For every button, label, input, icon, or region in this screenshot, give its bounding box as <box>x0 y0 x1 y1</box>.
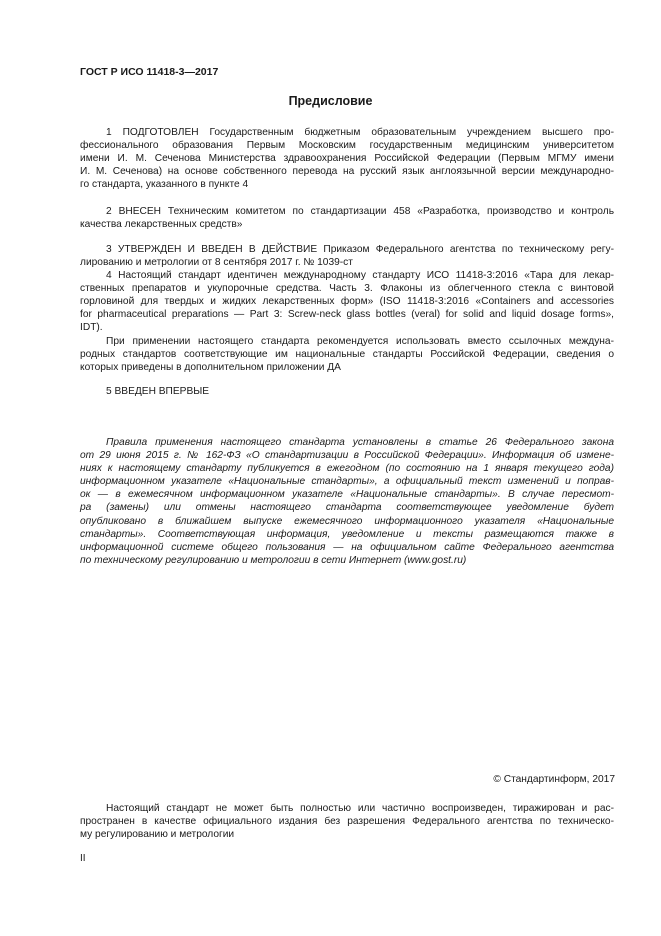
text-line: опубликовано в ближайшем выпуске ежемесячного информационного указателя «Национальные <box>80 515 614 527</box>
foreword-item-5 <box>80 385 614 398</box>
text-line: пространен в качестве официального издания без разрешения Федерального агентства по техническо- <box>80 816 614 828</box>
rules-notice <box>80 436 614 567</box>
text-line: стандарты». Соответствующая информация, уведомление и тексты размещаются также в <box>80 528 614 540</box>
text-line: имени И. М. Сеченова Министерства здравоохранения Российской Федерации (Первым МГМУ имени <box>80 153 614 165</box>
page-title: Предисловие <box>288 94 373 108</box>
text-line: информационном указателе «Национальные стандарты», а официальный текст изменений и поправ- <box>80 476 614 488</box>
text-line: качества лекарственных средств» <box>80 219 243 231</box>
text-line: 4 Настоящий стандарт идентичен международному стандарту ИСО 11418-3:2016 «Тара для лекар- <box>106 270 614 281</box>
text-line: му регулированию и метрологии <box>80 829 235 841</box>
text-line: горловиной для твердых и жидких лекарственных форм» (ISO 11418-3:2016 «Containers and accessories <box>80 296 614 308</box>
page-number: II <box>80 853 86 864</box>
text-line: фессионального образования Первым Московским государственным медицинским университетом <box>80 140 614 152</box>
foreword-item-1 <box>80 126 614 191</box>
text-line: 3 УТВЕРЖДЕН И ВВЕДЕН В ДЕЙСТВИЕ Приказом Федерального агентства по техническому регу- <box>106 244 614 255</box>
text-line: for pharmaceutical preparations — Part 3: Screw-neck glass bottles (veral) for solid and liquid dosage forms», <box>80 309 614 321</box>
text-line: информационной системе общего пользования — на официальном сайте Федерального агентства <box>80 541 614 553</box>
text-line: При применении настоящего стандарта рекомендуется использовать вместо ссылочных междуна- <box>106 336 614 347</box>
text-line: 2 ВНЕСЕН Техническим комитетом по стандартизации 458 «Разработка, производство и контроль <box>106 206 614 217</box>
text-line: Правила применения настоящего стандарта установлены в статье 26 Федерального закона <box>106 437 614 448</box>
text-line: ра (замены) или отмены настоящего стандарта соответствующее уведомление будет <box>80 502 614 514</box>
text-line: ственных препаратов и укупорочные средства. Часть 3. Флаконы из облегченного стекла с винтовой <box>80 283 614 295</box>
doc-number: ГОСТ Р ИСО 11418-3—2017 <box>80 66 219 78</box>
text-line: родных стандартов соответствующие им национальные стандарты Российской Федерации, сведения о <box>80 349 614 361</box>
foreword-item-3 <box>80 243 614 269</box>
foreword-item-4 <box>80 269 614 334</box>
reproduction-notice <box>80 802 614 841</box>
text-line: IDT). <box>80 322 103 334</box>
text-line: 5 ВВЕДЕН ВПЕРВЫЕ <box>106 386 210 397</box>
text-line: 1 ПОДГОТОВЛЕН Государственным бюджетным образовательным учреждением высшего про- <box>106 127 614 138</box>
text-line: лированию и метрологии от 8 сентября 2017 г. № 1039-ст <box>80 257 353 269</box>
text-line: И. М. Сеченова) на основе собственного перевода на русский язык англоязычной версии международно- <box>80 166 614 178</box>
text-line: от 29 июня 2015 г. № 162-ФЗ «О стандартизации в Российской Федерации». Информация об измене- <box>80 450 614 462</box>
text-line: го стандарта, указанного в пункте 4 <box>80 179 249 191</box>
text-line: ок — в ежемесячном информационном указателе «Национальные стандарты». В случае пересмот- <box>80 489 614 501</box>
text-line: ниях к настоящему стандарту публикуется в ежегодном (по состоянию на 1 января текущего года) <box>80 463 614 475</box>
foreword-item-4-note <box>80 335 614 374</box>
copyright: © Стандартинформ, 2017 <box>493 774 615 785</box>
foreword-item-2 <box>80 205 614 231</box>
text-line: по техническому регулированию и метрологии в сети Интернет (www.gost.ru) <box>80 554 467 566</box>
text-line: которых приведены в дополнительном приложении ДА <box>80 362 341 374</box>
text-line: Настоящий стандарт не может быть полностью или частично воспроизведен, тиражирован и рас- <box>106 803 614 814</box>
